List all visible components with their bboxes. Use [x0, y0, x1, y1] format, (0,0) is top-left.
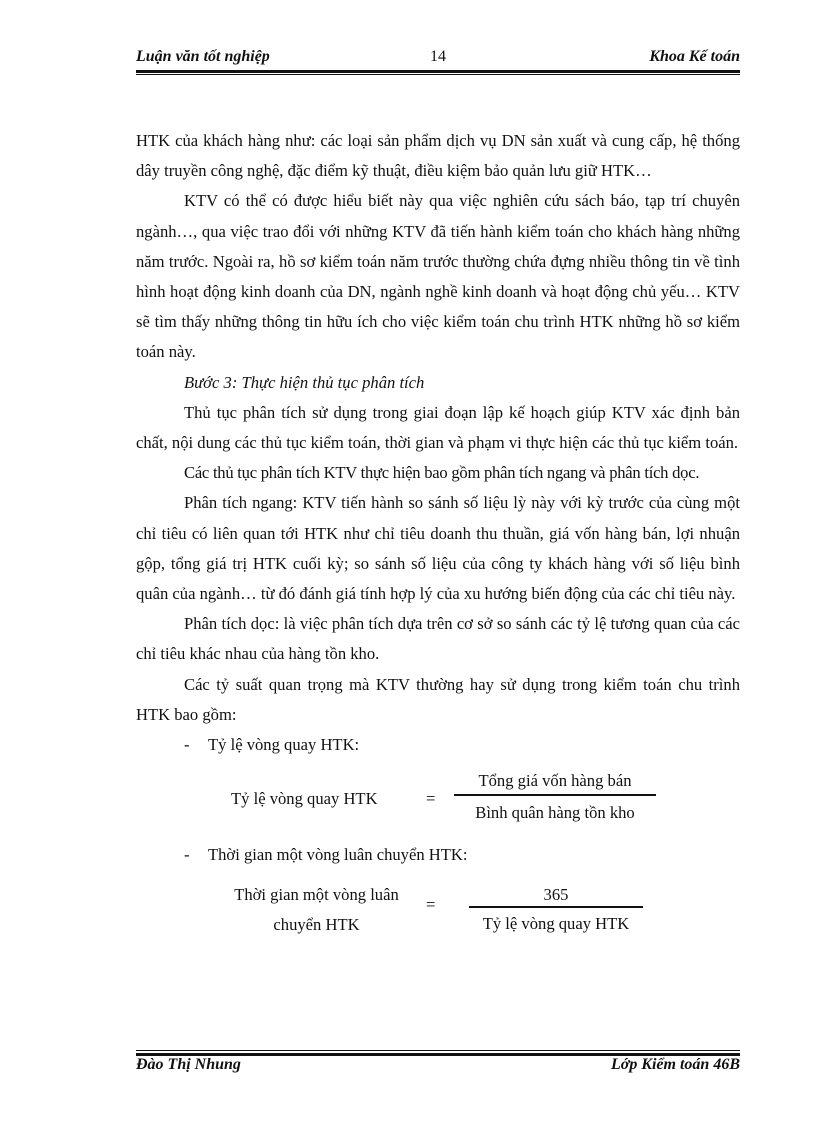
paragraph-1: HTK của khách hàng như: các loại sản phẩm dịch vụ DN sản xuất và cung cấp, hệ thống dây truyền công nghệ, đặc điểm kỹ thuật, điều kiệm bảo quản lưu giữ HTK…: [136, 131, 740, 181]
formula-lhs: Tỷ lệ vòng quay HTK: [231, 789, 378, 809]
page-number: 14: [430, 48, 446, 65]
formula-equals: =: [426, 895, 436, 915]
paragraph-3: Thủ tục phân tích sử dụng trong giai đoạn lập kế hoạch giúp KTV xác định bản chất, nội dung các thủ tục kiểm toán, thời gian và phạm vi thực hiện các thủ tục kiểm toán.: [136, 402, 740, 453]
dash-bullet: -: [184, 845, 190, 865]
formula-numerator: Tổng giá vốn hàng bán: [478, 771, 632, 791]
header-rule-thick: [136, 70, 740, 73]
list-item: [136, 840, 740, 870]
formula-inventory-turnover: [136, 766, 740, 836]
formula-lhs-line2: chuyển HTK: [273, 915, 360, 935]
paragraph-4: Các thủ tục phân tích KTV thực hiện bao gồm phân tích ngang và phân tích dọc.: [184, 463, 700, 483]
fraction-bar: [469, 906, 643, 908]
paragraph-6: Phân tích dọc: là việc phân tích dựa trên cơ sở so sánh các tỷ lệ tương quan của các chỉ tiêu khác nhau của hàng tồn kho.: [136, 614, 740, 664]
list-item-label: Tỷ lệ vòng quay HTK:: [208, 735, 360, 755]
paragraph-7: Các tỷ suất quan trọng mà KTV thường hay sử dụng trong kiểm toán chu trình HTK bao gồm:: [136, 674, 740, 724]
paragraph-5: Phân tích ngang: KTV tiến hành so sánh số liệu lỳ này với kỳ trước của cùng một chỉ tiêu có liên quan tới HTK như chỉ tiêu doanh thu thuần, giá vốn hàng bán, lợi nhuận gộp, tổng giá trị HTK cuối kỳ; so sánh số liệu của công ty khách hàng với số liệu bình quân của ngành… từ đó đánh giá tính hợp lý của xu hướng biến động của các chỉ tiêu này.: [136, 493, 740, 604]
footer-rule-thin: [136, 1050, 740, 1051]
header-rule-thin: [136, 74, 740, 75]
list-item-label: Thời gian một vòng luân chuyển HTK:: [208, 845, 468, 865]
formula-lhs: [224, 880, 409, 940]
formula-denominator: Bình quân hàng tồn kho: [475, 803, 635, 823]
formula-equals: =: [426, 789, 436, 809]
page-footer: [136, 1056, 740, 1078]
dash-bullet: -: [184, 735, 190, 755]
step-heading: Bước 3: Thực hiện thủ tục phân tích: [184, 372, 425, 392]
formula-denominator: Tỷ lệ vòng quay HTK: [482, 914, 630, 934]
list-item: [136, 730, 740, 760]
header-faculty-label: Khoa Kế toán: [649, 48, 740, 65]
footer-author: Đào Thị Nhung: [136, 1056, 241, 1073]
paragraph-2: KTV có thể có được hiểu biết này qua việc nghiên cứu sách báo, tạp trí chuyên ngành…, qua việc trao đổi với những KTV đã tiến hành kiểm toán cho khách hàng những năm trước. Ngoài ra, hồ sơ kiểm toán năm trước thường chứa đựng nhiều thông tin về tình hình hoạt động kinh doanh của DN, ngành nghề kinh doanh và hoạt động chủ yếu… KTV sẽ tìm thấy những thông tin hữu ích cho việc kiểm toán chu trình HTK những hồ sơ kiểm toán này.: [136, 191, 740, 362]
formula-numerator: 365: [543, 885, 569, 905]
formula-lhs-line1: Thời gian một vòng luân: [234, 885, 399, 905]
fraction-bar: [454, 794, 656, 796]
page-header: [136, 48, 740, 70]
page-body: [136, 126, 740, 944]
formula-turnover-period: [136, 880, 740, 944]
header-thesis-label: Luận văn tốt nghiệp: [136, 48, 270, 65]
footer-class: Lớp Kiểm toán 46B: [610, 1056, 740, 1073]
